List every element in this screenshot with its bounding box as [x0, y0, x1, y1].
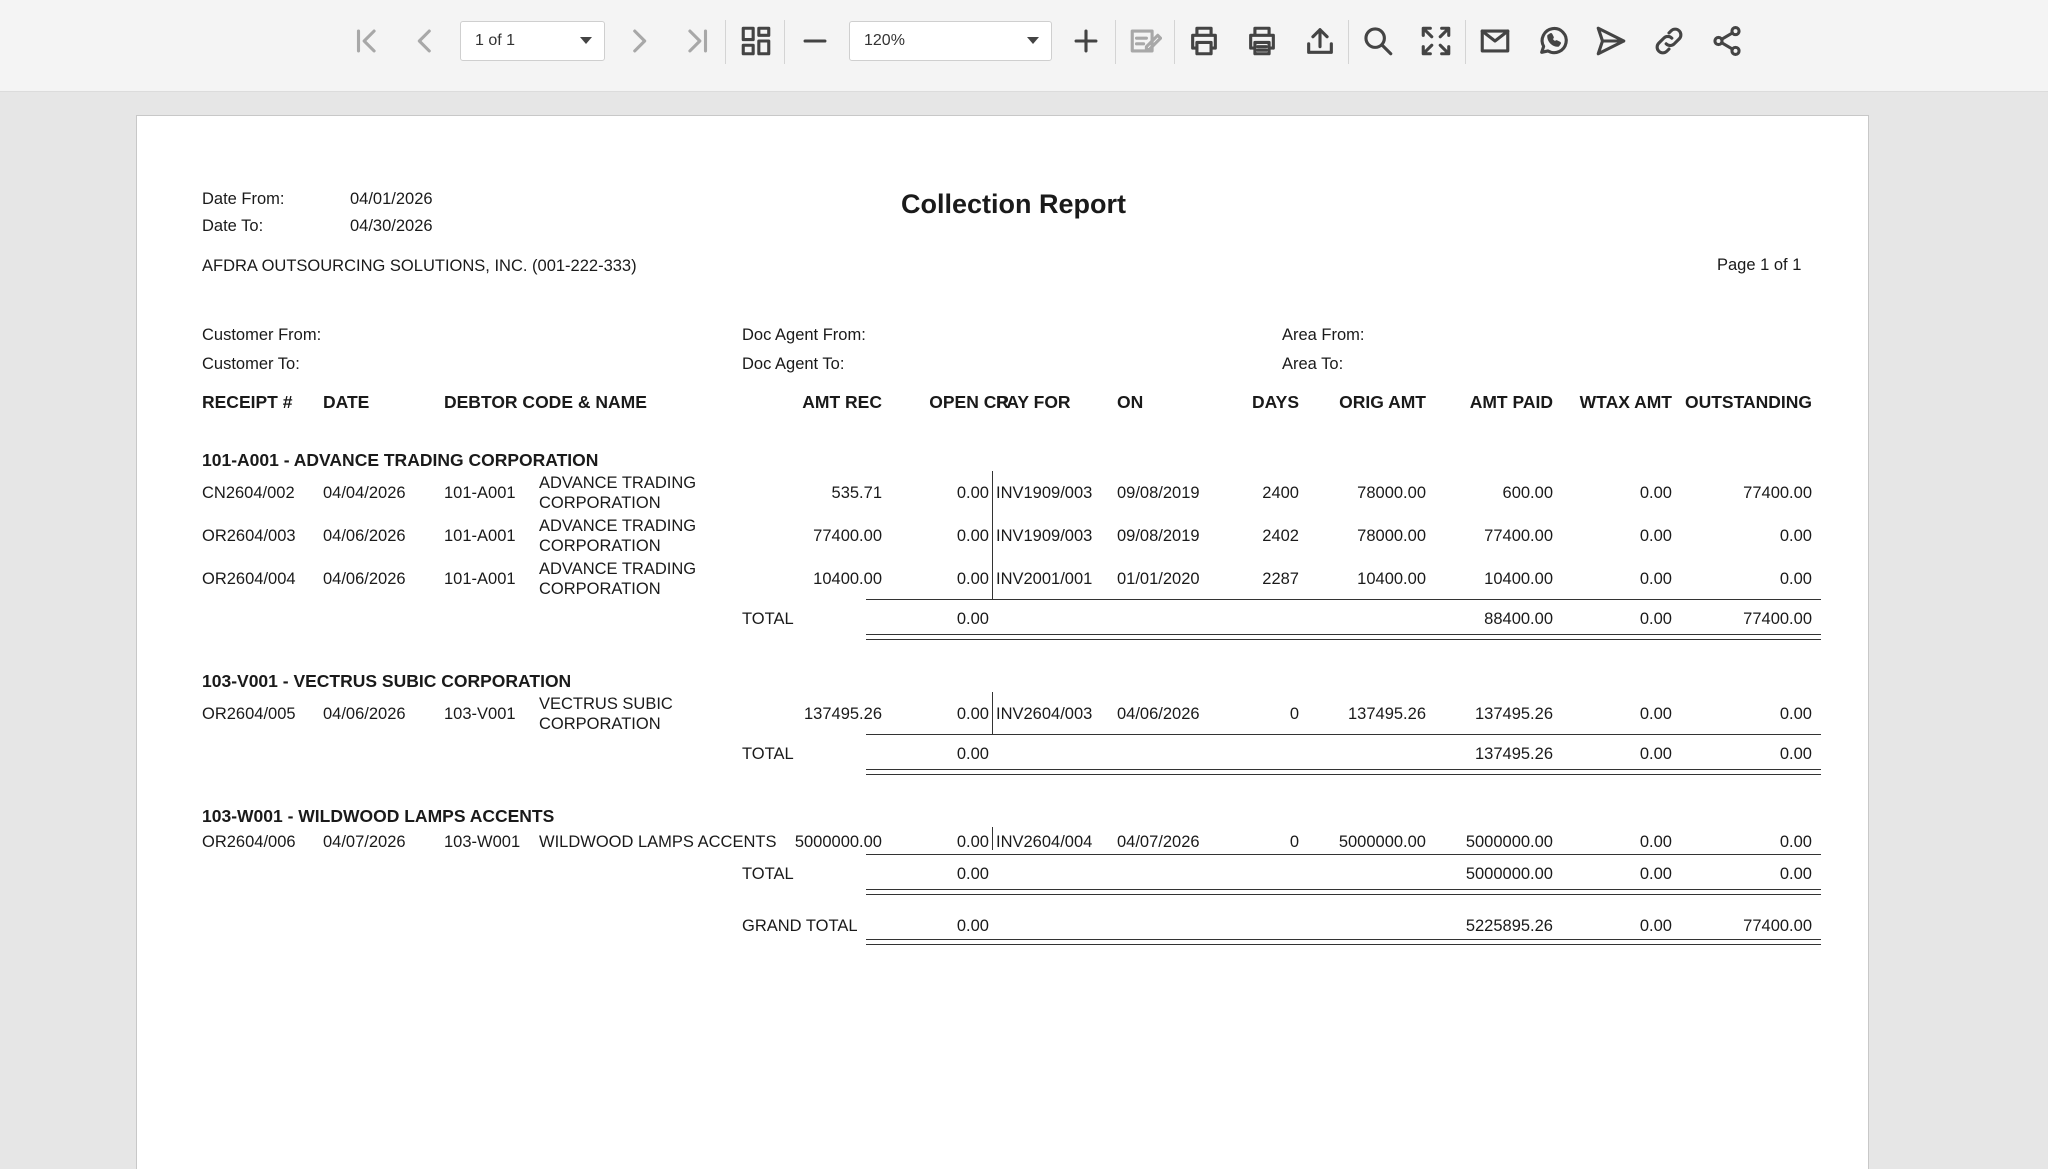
company-name: AFDRA OUTSOURCING SOLUTIONS, INC. (001-222-333): [202, 257, 637, 275]
cell-on: 09/08/2019: [1117, 527, 1200, 545]
cell-debtor-code: 103-V001: [444, 705, 516, 723]
cell-amt-rec: 137495.26: [804, 705, 882, 723]
cell-on: 04/07/2026: [1117, 833, 1200, 851]
cell-orig-amt: 78000.00: [1357, 527, 1426, 545]
send-icon[interactable]: [1586, 16, 1636, 66]
cell-open-cr: 0.00: [956, 705, 989, 723]
cell-on: 04/06/2026: [1117, 705, 1200, 723]
col-amt-rec: AMT REC: [802, 392, 882, 412]
date-to-label: Date To:: [202, 217, 264, 235]
cell-receipt: OR2604/003: [202, 527, 296, 545]
col-days: DAYS: [1251, 392, 1299, 412]
cell-on: 01/01/2020: [1117, 570, 1200, 588]
cell-receipt: OR2604/004: [202, 570, 296, 588]
report-page: [136, 115, 1869, 1169]
grand-total-outstanding: 77400.00: [1743, 917, 1812, 935]
total-rule: [866, 599, 1821, 600]
email-icon[interactable]: [1470, 16, 1520, 66]
date-to-value: 04/30/2026: [350, 217, 433, 235]
cell-outstanding: 0.00: [1779, 705, 1812, 723]
cell-days: 2287: [1262, 570, 1299, 588]
link-icon[interactable]: [1644, 16, 1694, 66]
area-to-label: Area To:: [1282, 355, 1344, 373]
zoom-in-icon[interactable]: [1061, 16, 1111, 66]
cell-days: 2400: [1262, 484, 1299, 502]
cell-receipt: OR2604/005: [202, 705, 296, 723]
cell-days: 0: [1289, 705, 1299, 723]
print-layout-icon[interactable]: [1237, 16, 1287, 66]
col-on: ON: [1117, 392, 1144, 412]
group-header: 103-V001 - VECTRUS SUBIC CORPORATION: [202, 671, 572, 691]
cell-on: 09/08/2019: [1117, 484, 1200, 502]
col-receipt: RECEIPT #: [202, 392, 293, 412]
total-double-rule: [866, 889, 1821, 895]
chevron-down-icon: [1027, 37, 1039, 44]
total-outstanding: 0.00: [1779, 745, 1812, 763]
cell-amt-paid: 10400.00: [1484, 570, 1553, 588]
page-select[interactable]: [460, 21, 605, 61]
cell-receipt: OR2604/006: [202, 833, 296, 851]
col-wtax-amt: WTAX AMT: [1579, 392, 1672, 412]
total-outstanding: 77400.00: [1743, 610, 1812, 628]
cell-wtax-amt: 0.00: [1639, 570, 1672, 588]
toolbar-divider: [1115, 20, 1116, 64]
cell-amt-rec: 10400.00: [813, 570, 882, 588]
total-wtax: 0.00: [1639, 610, 1672, 628]
edit-icon[interactable]: [1120, 16, 1170, 66]
col-open-cr: OPEN CR: [929, 392, 1009, 412]
zoom-select-value: 120%: [864, 32, 905, 49]
cell-debtor-name: WILDWOOD LAMPS ACCENTS: [539, 833, 777, 851]
chevron-down-icon: [580, 37, 592, 44]
total-open-cr: 0.00: [956, 865, 989, 883]
next-page-icon[interactable]: [614, 16, 664, 66]
total-label: TOTAL: [742, 610, 794, 628]
total-wtax: 0.00: [1639, 865, 1672, 883]
column-divider: [992, 827, 993, 850]
cell-orig-amt: 10400.00: [1357, 570, 1426, 588]
cell-debtor-name: ADVANCE TRADING CORPORATION: [539, 560, 697, 598]
customer-from-label: Customer From:: [202, 326, 322, 344]
cell-date: 04/06/2026: [323, 527, 406, 545]
cell-pay-for: INV1909/003: [996, 527, 1093, 545]
total-double-rule: [866, 634, 1821, 640]
cell-amt-paid: 5000000.00: [1465, 833, 1553, 851]
cell-debtor-code: 101-A001: [444, 570, 516, 588]
viewer-toolbar: [0, 0, 2048, 92]
cell-open-cr: 0.00: [956, 570, 989, 588]
total-amt-paid: 5000000.00: [1465, 865, 1553, 883]
area-from-label: Area From:: [1282, 326, 1365, 344]
cell-debtor-code: 103-W001: [444, 833, 521, 851]
grand-total-open-cr: 0.00: [956, 917, 989, 935]
cell-outstanding: 0.00: [1779, 527, 1812, 545]
cell-days: 2402: [1262, 527, 1299, 545]
cell-open-cr: 0.00: [956, 484, 989, 502]
whatsapp-icon[interactable]: [1528, 16, 1578, 66]
toolbar-divider: [784, 20, 785, 64]
cell-date: 04/07/2026: [323, 833, 406, 851]
share-icon[interactable]: [1702, 16, 1752, 66]
customer-to-label: Customer To:: [202, 355, 300, 373]
last-page-icon[interactable]: [672, 16, 722, 66]
total-open-cr: 0.00: [956, 745, 989, 763]
total-open-cr: 0.00: [956, 610, 989, 628]
cell-pay-for: INV2001/001: [996, 570, 1093, 588]
cell-debtor-code: 101-A001: [444, 527, 516, 545]
thumbnails-icon[interactable]: [731, 16, 781, 66]
cell-date: 04/06/2026: [323, 705, 406, 723]
date-from-value: 04/01/2026: [350, 190, 433, 208]
search-icon[interactable]: [1353, 16, 1403, 66]
cell-amt-paid: 137495.26: [1475, 705, 1553, 723]
cell-receipt: CN2604/002: [202, 484, 295, 502]
fullscreen-icon[interactable]: [1411, 16, 1461, 66]
export-icon[interactable]: [1295, 16, 1345, 66]
grand-total-label: GRAND TOTAL: [742, 917, 858, 935]
cell-orig-amt: 5000000.00: [1338, 833, 1426, 851]
cell-pay-for: INV2604/004: [996, 833, 1093, 851]
cell-orig-amt: 78000.00: [1357, 484, 1426, 502]
total-amt-paid: 137495.26: [1475, 745, 1553, 763]
total-rule: [866, 734, 1821, 735]
cell-days: 0: [1289, 833, 1299, 851]
page-select-value: 1 of 1: [475, 32, 516, 49]
date-from-label: Date From:: [202, 190, 285, 208]
total-label: TOTAL: [742, 745, 794, 763]
column-divider: [992, 692, 993, 734]
total-wtax: 0.00: [1639, 745, 1672, 763]
cell-wtax-amt: 0.00: [1639, 833, 1672, 851]
col-debtor: DEBTOR CODE & NAME: [444, 392, 647, 412]
cell-amt-rec: 5000000.00: [794, 833, 882, 851]
cell-open-cr: 0.00: [956, 833, 989, 851]
zoom-select[interactable]: [849, 21, 1052, 61]
cell-wtax-amt: 0.00: [1639, 527, 1672, 545]
agent-to-label: Doc Agent To:: [742, 355, 845, 373]
total-label: TOTAL: [742, 865, 794, 883]
total-double-rule: [866, 769, 1821, 775]
cell-outstanding: 0.00: [1779, 570, 1812, 588]
group-header: 101-A001 - ADVANCE TRADING CORPORATION: [202, 450, 599, 470]
cell-debtor-code: 101-A001: [444, 484, 516, 502]
cell-wtax-amt: 0.00: [1639, 705, 1672, 723]
cell-amt-rec: 535.71: [831, 484, 882, 502]
col-orig-amt: ORIG AMT: [1339, 392, 1426, 412]
cell-amt-paid: 600.00: [1502, 484, 1553, 502]
cell-pay-for: INV1909/003: [996, 484, 1093, 502]
col-outstanding: OUTSTANDING: [1684, 392, 1812, 412]
toolbar-divider: [1174, 20, 1175, 64]
grand-total-wtax: 0.00: [1639, 917, 1672, 935]
cell-amt-rec: 77400.00: [813, 527, 882, 545]
page-indicator: Page 1 of 1: [1717, 256, 1802, 274]
total-amt-paid: 88400.00: [1484, 610, 1553, 628]
cell-debtor-name: ADVANCE TRADING CORPORATION: [539, 474, 697, 512]
grand-total-amt-paid: 5225895.26: [1465, 917, 1553, 935]
cell-pay-for: INV2604/003: [996, 705, 1093, 723]
column-divider: [992, 471, 993, 599]
cell-date: 04/04/2026: [323, 484, 406, 502]
first-page-icon[interactable]: [342, 16, 392, 66]
cell-debtor-name: ADVANCE TRADING CORPORATION: [539, 517, 697, 555]
cell-amt-paid: 77400.00: [1484, 527, 1553, 545]
cell-open-cr: 0.00: [956, 527, 989, 545]
agent-from-label: Doc Agent From:: [742, 326, 866, 344]
col-pay-for: PAY FOR: [996, 392, 1071, 412]
grand-total-double-rule: [866, 939, 1821, 945]
report-title: Collection Report: [901, 189, 1127, 219]
total-rule: [866, 854, 1821, 855]
total-outstanding: 0.00: [1779, 865, 1812, 883]
cell-wtax-amt: 0.00: [1639, 484, 1672, 502]
col-amt-paid: AMT PAID: [1469, 392, 1553, 412]
cell-date: 04/06/2026: [323, 570, 406, 588]
col-date: DATE: [323, 392, 370, 412]
cell-outstanding: 0.00: [1779, 833, 1812, 851]
cell-debtor-name: VECTRUS SUBIC CORPORATION: [539, 695, 673, 733]
toolbar-divider: [1348, 20, 1349, 64]
print-icon[interactable]: [1179, 16, 1229, 66]
prev-page-icon[interactable]: [400, 16, 450, 66]
group-header: 103-W001 - WILDWOOD LAMPS ACCENTS: [202, 806, 555, 826]
cell-orig-amt: 137495.26: [1348, 705, 1426, 723]
toolbar-divider: [725, 20, 726, 64]
toolbar-divider: [1465, 20, 1466, 64]
cell-outstanding: 77400.00: [1743, 484, 1812, 502]
zoom-out-icon[interactable]: [790, 16, 840, 66]
